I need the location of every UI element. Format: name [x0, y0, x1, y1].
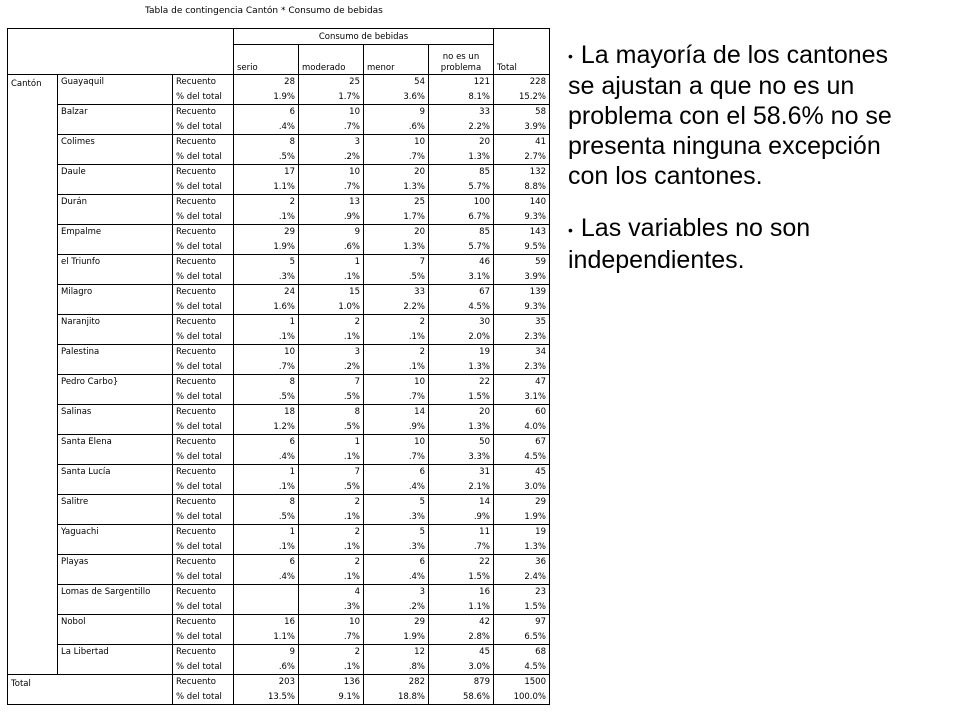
- percent-cell: .6%: [299, 239, 364, 254]
- percent-cell: .7%: [234, 359, 299, 374]
- count-cell: 6: [364, 554, 429, 569]
- stat-label: Recuento: [173, 344, 234, 359]
- percent-cell: 1.5%: [494, 599, 550, 614]
- count-cell: 1: [299, 254, 364, 269]
- percent-cell: 4.0%: [494, 419, 550, 434]
- count-cell: 29: [234, 224, 299, 239]
- stat-label: % del total: [173, 569, 234, 584]
- stat-label: % del total: [173, 509, 234, 524]
- stat-label: Recuento: [173, 374, 234, 389]
- percent-cell: .6%: [364, 119, 429, 134]
- bullet-text: La mayoría de los cantones se ajustan a que no es un problema con el 58.6% no se presenta ninguna excepción con los cantones.: [568, 41, 892, 191]
- count-cell: 34: [494, 344, 550, 359]
- stat-label: % del total: [173, 659, 234, 674]
- stat-label: % del total: [173, 89, 234, 104]
- stat-label: Recuento: [173, 104, 234, 119]
- count-cell: 33: [364, 284, 429, 299]
- percent-cell: .3%: [299, 599, 364, 614]
- percent-cell: 1.1%: [234, 629, 299, 644]
- total-count-cell: 879: [429, 674, 494, 689]
- count-cell: 132: [494, 164, 550, 179]
- percent-cell: 8.1%: [429, 89, 494, 104]
- stat-label: % del total: [173, 239, 234, 254]
- count-cell: 41: [494, 134, 550, 149]
- stat-label: % del total: [173, 599, 234, 614]
- count-cell: 97: [494, 614, 550, 629]
- percent-cell: 1.9%: [364, 629, 429, 644]
- percent-cell: .1%: [364, 329, 429, 344]
- count-cell: 6: [234, 434, 299, 449]
- percent-cell: .1%: [299, 659, 364, 674]
- percent-cell: 1.3%: [364, 239, 429, 254]
- count-cell: 22: [429, 554, 494, 569]
- count-cell: 2: [234, 194, 299, 209]
- percent-cell: .1%: [299, 539, 364, 554]
- percent-cell: 2.4%: [494, 569, 550, 584]
- percent-cell: 1.0%: [299, 299, 364, 314]
- percent-cell: [234, 599, 299, 614]
- stat-label: % del total: [173, 149, 234, 164]
- total-count-cell: 282: [364, 674, 429, 689]
- count-cell: 29: [364, 614, 429, 629]
- count-cell: 228: [494, 74, 550, 89]
- percent-cell: 1.9%: [494, 509, 550, 524]
- stat-label: % del total: [173, 329, 234, 344]
- count-cell: 4: [299, 584, 364, 599]
- count-cell: 85: [429, 164, 494, 179]
- count-cell: 9: [299, 224, 364, 239]
- percent-cell: .1%: [364, 359, 429, 374]
- count-cell: 33: [429, 104, 494, 119]
- count-cell: 2: [299, 554, 364, 569]
- percent-cell: 3.3%: [429, 449, 494, 464]
- canton-name: Playas: [58, 554, 173, 584]
- count-cell: 6: [364, 464, 429, 479]
- total-percent-cell: 18.8%: [364, 689, 429, 704]
- count-cell: 23: [494, 584, 550, 599]
- bullet-text: Las variables no son independientes.: [568, 214, 811, 274]
- count-cell: 140: [494, 194, 550, 209]
- canton-name: Milagro: [58, 284, 173, 314]
- column-header: menor: [364, 44, 429, 74]
- total-count-cell: 203: [234, 674, 299, 689]
- percent-cell: 1.7%: [299, 89, 364, 104]
- count-cell: 24: [234, 284, 299, 299]
- percent-cell: 3.1%: [494, 389, 550, 404]
- count-cell: 25: [364, 194, 429, 209]
- count-cell: 20: [364, 224, 429, 239]
- count-cell: 29: [494, 494, 550, 509]
- percent-cell: .3%: [234, 269, 299, 284]
- count-cell: 143: [494, 224, 550, 239]
- percent-cell: .7%: [299, 119, 364, 134]
- percent-cell: .7%: [364, 449, 429, 464]
- percent-cell: 1.7%: [364, 209, 429, 224]
- percent-cell: 2.8%: [429, 629, 494, 644]
- percent-cell: 3.9%: [494, 269, 550, 284]
- stat-label: Recuento: [173, 494, 234, 509]
- count-cell: 14: [429, 494, 494, 509]
- stat-label: Recuento: [173, 134, 234, 149]
- canton-name: Balzar: [58, 104, 173, 134]
- total-row-label: Total: [8, 674, 173, 704]
- count-cell: 8: [234, 374, 299, 389]
- count-cell: 22: [429, 374, 494, 389]
- count-cell: 1: [299, 434, 364, 449]
- percent-cell: 9.3%: [494, 209, 550, 224]
- stat-label: % del total: [173, 209, 234, 224]
- percent-cell: .2%: [299, 149, 364, 164]
- row-variable-label: Cantón: [8, 74, 58, 674]
- total-percent-cell: 58.6%: [429, 689, 494, 704]
- percent-cell: .5%: [234, 149, 299, 164]
- count-cell: 2: [299, 524, 364, 539]
- percent-cell: 1.5%: [429, 569, 494, 584]
- count-cell: 11: [429, 524, 494, 539]
- stat-label: Recuento: [173, 194, 234, 209]
- count-cell: 45: [429, 644, 494, 659]
- percent-cell: .4%: [364, 479, 429, 494]
- canton-name: Durán: [58, 194, 173, 224]
- count-cell: 8: [234, 494, 299, 509]
- stat-label: % del total: [173, 269, 234, 284]
- count-cell: 3: [299, 134, 364, 149]
- percent-cell: 1.3%: [494, 539, 550, 554]
- percent-cell: .1%: [234, 539, 299, 554]
- canton-name: Santa Lucía: [58, 464, 173, 494]
- count-cell: 2: [364, 344, 429, 359]
- percent-cell: 6.5%: [494, 629, 550, 644]
- count-cell: 30: [429, 314, 494, 329]
- count-cell: 25: [299, 74, 364, 89]
- count-cell: 18: [234, 404, 299, 419]
- percent-cell: 3.9%: [494, 119, 550, 134]
- count-cell: 59: [494, 254, 550, 269]
- total-header-blank: [494, 29, 550, 45]
- percent-cell: .9%: [299, 209, 364, 224]
- count-cell: 15: [299, 284, 364, 299]
- canton-name: Yaguachi: [58, 524, 173, 554]
- stat-label: Recuento: [173, 434, 234, 449]
- canton-name: Salinas: [58, 404, 173, 434]
- count-cell: [234, 584, 299, 599]
- stat-label: % del total: [173, 179, 234, 194]
- percent-cell: .7%: [429, 539, 494, 554]
- percent-cell: .9%: [364, 419, 429, 434]
- canton-name: La Libertad: [58, 644, 173, 674]
- stat-label: Recuento: [173, 584, 234, 599]
- count-cell: 10: [364, 134, 429, 149]
- count-cell: 42: [429, 614, 494, 629]
- percent-cell: .1%: [299, 509, 364, 524]
- stat-label: Recuento: [173, 314, 234, 329]
- count-cell: 6: [234, 554, 299, 569]
- stat-label: Recuento: [173, 464, 234, 479]
- percent-cell: .4%: [234, 569, 299, 584]
- bullet-list: [568, 40, 908, 297]
- count-cell: 121: [429, 74, 494, 89]
- canton-name: el Triunfo: [58, 254, 173, 284]
- canton-name: Colimes: [58, 134, 173, 164]
- count-cell: 47: [494, 374, 550, 389]
- count-cell: 17: [234, 164, 299, 179]
- total-percent-cell: 13.5%: [234, 689, 299, 704]
- percent-cell: 4.5%: [494, 449, 550, 464]
- percent-cell: .5%: [234, 509, 299, 524]
- count-cell: 100: [429, 194, 494, 209]
- count-cell: 60: [494, 404, 550, 419]
- count-cell: 5: [364, 524, 429, 539]
- percent-cell: 1.1%: [429, 599, 494, 614]
- bullet-item: [568, 213, 908, 274]
- count-cell: 10: [234, 344, 299, 359]
- percent-cell: 5.7%: [429, 179, 494, 194]
- percent-cell: 3.0%: [429, 659, 494, 674]
- crosstab-table: [7, 28, 550, 705]
- percent-cell: .3%: [364, 509, 429, 524]
- count-cell: 35: [494, 314, 550, 329]
- percent-cell: .7%: [364, 389, 429, 404]
- count-cell: 19: [494, 524, 550, 539]
- percent-cell: 1.6%: [234, 299, 299, 314]
- stat-label: % del total: [173, 539, 234, 554]
- bullet-dot: •: [568, 48, 573, 65]
- stat-label: % del total: [173, 119, 234, 134]
- count-cell: 8: [299, 404, 364, 419]
- stat-label: Recuento: [173, 524, 234, 539]
- percent-cell: .1%: [299, 269, 364, 284]
- percent-cell: .2%: [299, 359, 364, 374]
- percent-cell: .3%: [364, 539, 429, 554]
- percent-cell: .8%: [364, 659, 429, 674]
- count-cell: 3: [364, 584, 429, 599]
- count-cell: 50: [429, 434, 494, 449]
- percent-cell: 8.8%: [494, 179, 550, 194]
- count-cell: 31: [429, 464, 494, 479]
- total-count-cell: 1500: [494, 674, 550, 689]
- count-cell: 58: [494, 104, 550, 119]
- percent-cell: .5%: [299, 389, 364, 404]
- stat-label: Recuento: [173, 224, 234, 239]
- count-cell: 13: [299, 194, 364, 209]
- canton-name: Empalme: [58, 224, 173, 254]
- stat-label: % del total: [173, 299, 234, 314]
- column-header: serio: [234, 44, 299, 74]
- count-cell: 9: [364, 104, 429, 119]
- stat-label: % del total: [173, 629, 234, 644]
- total-percent-cell: 9.1%: [299, 689, 364, 704]
- percent-cell: .4%: [234, 119, 299, 134]
- count-cell: 2: [299, 314, 364, 329]
- stat-label: Recuento: [173, 284, 234, 299]
- corner-cell: [8, 29, 234, 75]
- percent-cell: .1%: [234, 479, 299, 494]
- canton-name: Palestina: [58, 344, 173, 374]
- percent-cell: 1.5%: [429, 389, 494, 404]
- percent-cell: .1%: [234, 209, 299, 224]
- percent-cell: .1%: [299, 329, 364, 344]
- percent-cell: 3.0%: [494, 479, 550, 494]
- canton-name: Guayaquil: [58, 74, 173, 104]
- canton-name: Daule: [58, 164, 173, 194]
- count-cell: 7: [364, 254, 429, 269]
- count-cell: 5: [234, 254, 299, 269]
- stat-label: % del total: [173, 479, 234, 494]
- count-cell: 6: [234, 104, 299, 119]
- count-cell: 1: [234, 524, 299, 539]
- count-cell: 7: [299, 374, 364, 389]
- count-cell: 8: [234, 134, 299, 149]
- stat-label: Recuento: [173, 554, 234, 569]
- stat-label: Recuento: [173, 644, 234, 659]
- percent-cell: 3.6%: [364, 89, 429, 104]
- count-cell: 2: [299, 644, 364, 659]
- total-percent-cell: 100.0%: [494, 689, 550, 704]
- percent-cell: 2.1%: [429, 479, 494, 494]
- stat-label: % del total: [173, 419, 234, 434]
- count-cell: 16: [429, 584, 494, 599]
- percent-cell: 3.1%: [429, 269, 494, 284]
- stat-label: % del total: [173, 359, 234, 374]
- count-cell: 45: [494, 464, 550, 479]
- percent-cell: 2.2%: [364, 299, 429, 314]
- count-cell: 85: [429, 224, 494, 239]
- stat-label: Recuento: [173, 404, 234, 419]
- stat-label: Recuento: [173, 74, 234, 89]
- count-cell: 5: [364, 494, 429, 509]
- percent-cell: .1%: [299, 449, 364, 464]
- percent-cell: 2.3%: [494, 329, 550, 344]
- count-cell: 16: [234, 614, 299, 629]
- stat-label: Recuento: [173, 614, 234, 629]
- percent-cell: 6.7%: [429, 209, 494, 224]
- count-cell: 2: [364, 314, 429, 329]
- count-cell: 10: [299, 614, 364, 629]
- canton-name: Lomas de Sargentillo: [58, 584, 173, 614]
- percent-cell: 2.3%: [494, 359, 550, 374]
- percent-cell: 9.3%: [494, 299, 550, 314]
- percent-cell: .7%: [299, 629, 364, 644]
- percent-cell: 1.1%: [234, 179, 299, 194]
- count-cell: 67: [429, 284, 494, 299]
- percent-cell: .1%: [234, 329, 299, 344]
- percent-cell: .5%: [299, 419, 364, 434]
- table-title: Tabla de contingencia Cantón * Consumo de bebidas: [145, 6, 383, 16]
- count-cell: 14: [364, 404, 429, 419]
- percent-cell: 1.3%: [429, 149, 494, 164]
- count-cell: 10: [299, 164, 364, 179]
- stat-label: % del total: [173, 389, 234, 404]
- total-count-cell: 136: [299, 674, 364, 689]
- canton-name: Naranjito: [58, 314, 173, 344]
- canton-name: Nobol: [58, 614, 173, 644]
- percent-cell: .7%: [299, 179, 364, 194]
- count-cell: 68: [494, 644, 550, 659]
- percent-cell: .5%: [364, 269, 429, 284]
- percent-cell: 15.2%: [494, 89, 550, 104]
- count-cell: 9: [234, 644, 299, 659]
- count-cell: 3: [299, 344, 364, 359]
- percent-cell: 2.0%: [429, 329, 494, 344]
- percent-cell: .1%: [299, 569, 364, 584]
- count-cell: 10: [364, 434, 429, 449]
- count-cell: 19: [429, 344, 494, 359]
- percent-cell: 1.9%: [234, 239, 299, 254]
- percent-cell: 4.5%: [494, 659, 550, 674]
- percent-cell: 5.7%: [429, 239, 494, 254]
- percent-cell: 1.2%: [234, 419, 299, 434]
- percent-cell: .5%: [299, 479, 364, 494]
- percent-cell: 9.5%: [494, 239, 550, 254]
- stat-label: Recuento: [173, 254, 234, 269]
- percent-cell: .2%: [364, 599, 429, 614]
- percent-cell: 2.7%: [494, 149, 550, 164]
- percent-cell: 1.3%: [429, 419, 494, 434]
- percent-cell: 1.3%: [429, 359, 494, 374]
- count-cell: 139: [494, 284, 550, 299]
- count-cell: 1: [234, 314, 299, 329]
- column-header: Total: [494, 44, 550, 74]
- column-group-header: Consumo de bebidas: [234, 29, 494, 45]
- count-cell: 10: [299, 104, 364, 119]
- count-cell: 20: [364, 164, 429, 179]
- percent-cell: .4%: [234, 449, 299, 464]
- count-cell: 7: [299, 464, 364, 479]
- canton-name: Salitre: [58, 494, 173, 524]
- count-cell: 46: [429, 254, 494, 269]
- count-cell: 54: [364, 74, 429, 89]
- percent-cell: .6%: [234, 659, 299, 674]
- percent-cell: .4%: [364, 569, 429, 584]
- percent-cell: .7%: [364, 149, 429, 164]
- percent-cell: 2.2%: [429, 119, 494, 134]
- column-header: moderado: [299, 44, 364, 74]
- stat-label: % del total: [173, 449, 234, 464]
- stat-label: Recuento: [173, 164, 234, 179]
- percent-cell: 4.5%: [429, 299, 494, 314]
- count-cell: 67: [494, 434, 550, 449]
- percent-cell: 1.9%: [234, 89, 299, 104]
- stat-label: % del total: [173, 689, 234, 704]
- count-cell: 10: [364, 374, 429, 389]
- count-cell: 36: [494, 554, 550, 569]
- stat-label: Recuento: [173, 674, 234, 689]
- count-cell: 20: [429, 134, 494, 149]
- bullet-dot: •: [568, 221, 573, 238]
- count-cell: 2: [299, 494, 364, 509]
- count-cell: 28: [234, 74, 299, 89]
- percent-cell: 1.3%: [364, 179, 429, 194]
- percent-cell: .9%: [429, 509, 494, 524]
- percent-cell: .5%: [234, 389, 299, 404]
- canton-name: Santa Elena: [58, 434, 173, 464]
- canton-name: Pedro Carbo}: [58, 374, 173, 404]
- count-cell: 1: [234, 464, 299, 479]
- column-header: no es un problema: [429, 44, 494, 74]
- count-cell: 20: [429, 404, 494, 419]
- bullet-item: [568, 40, 908, 191]
- count-cell: 12: [364, 644, 429, 659]
